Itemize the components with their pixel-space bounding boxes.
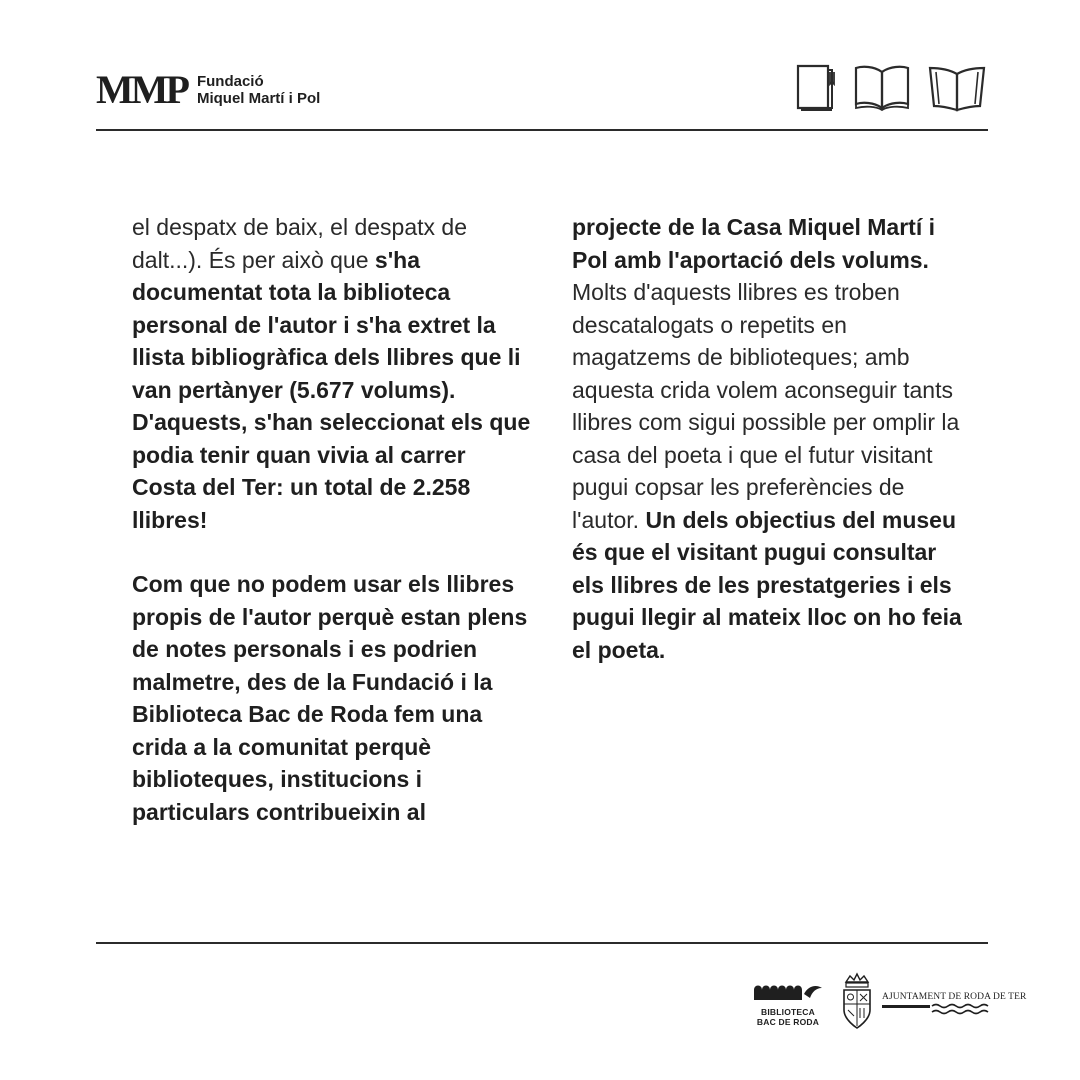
open-book-reading-icon <box>926 62 988 112</box>
left-p1-regular: el despatx de baix, el despatx de dalt...). És per això que <box>132 214 468 273</box>
right-p1-regular: Molts d'aquests llibres es troben descatalogats o repetits en magatzems de biblioteques; amb aquesta crida volem aconseguir tants llibres com sigui possible per omplir la casa del poeta i que el futur visitant pugui copsar les preferències de l'autor. <box>572 279 960 533</box>
right-p1-bold-start: projecte de la Casa Miquel Martí i Pol amb l'aportació dels volums. <box>572 214 935 273</box>
logo-text <box>197 73 320 107</box>
foundation-logo[interactable] <box>96 67 321 112</box>
left-column <box>132 211 532 828</box>
open-book-icon <box>852 62 912 112</box>
council-shield <box>840 972 874 1039</box>
logo-line-1: Fundació <box>196 73 264 90</box>
left-paragraph-1 <box>132 211 532 536</box>
library-name-line-2: BAC DE RODA <box>756 1017 820 1027</box>
logo-mark: MMP <box>96 67 187 112</box>
right-column <box>572 211 962 666</box>
library-name-line-1: BIBLIOTECA <box>761 1007 815 1017</box>
left-paragraph-2: Com que no podem usar els llibres propis de l'autor perquè estan plens de notes personals i es podrien malmetre, des de la Fundació i la Biblioteca Bac de Roda fem una crida a la comunitat perquè biblioteques, institucions i particulars contribueixin al <box>132 571 528 825</box>
footer-logos <box>740 968 1027 1038</box>
book-icons <box>794 62 988 112</box>
top-divider <box>96 129 988 131</box>
council-logo[interactable] <box>882 992 1027 1021</box>
left-p1-bold: s'ha documentat tota la biblioteca personal de l'autor i s'ha extret la llista bibliogràfica dels llibres que li van pertànyer (5.677 volums). D'aquests, s'han seleccionat els que podia tenir quan vivia al carrer Costa del Ter: un total de 2.258 llibres! <box>132 246 531 533</box>
library-wave-icon <box>752 980 824 1002</box>
library-logo[interactable] <box>752 980 824 1027</box>
council-name: AJUNTAMENT DE RODA DE TER <box>882 992 1027 1002</box>
logo-line-2: Miquel Martí i Pol <box>196 90 321 107</box>
header <box>96 62 988 122</box>
bottom-divider <box>96 942 988 944</box>
right-paragraph-1 <box>572 211 962 666</box>
coat-of-arms-icon <box>840 972 874 1034</box>
river-wave-icon <box>882 1002 990 1016</box>
closed-book-icon <box>794 62 838 112</box>
right-p1-bold-end: Un dels objectius del museu és que el visitant pugui consultar els llibres de les prestatgeries i els pugui llegir al mateix lloc on ho feia el poeta. <box>572 506 962 663</box>
